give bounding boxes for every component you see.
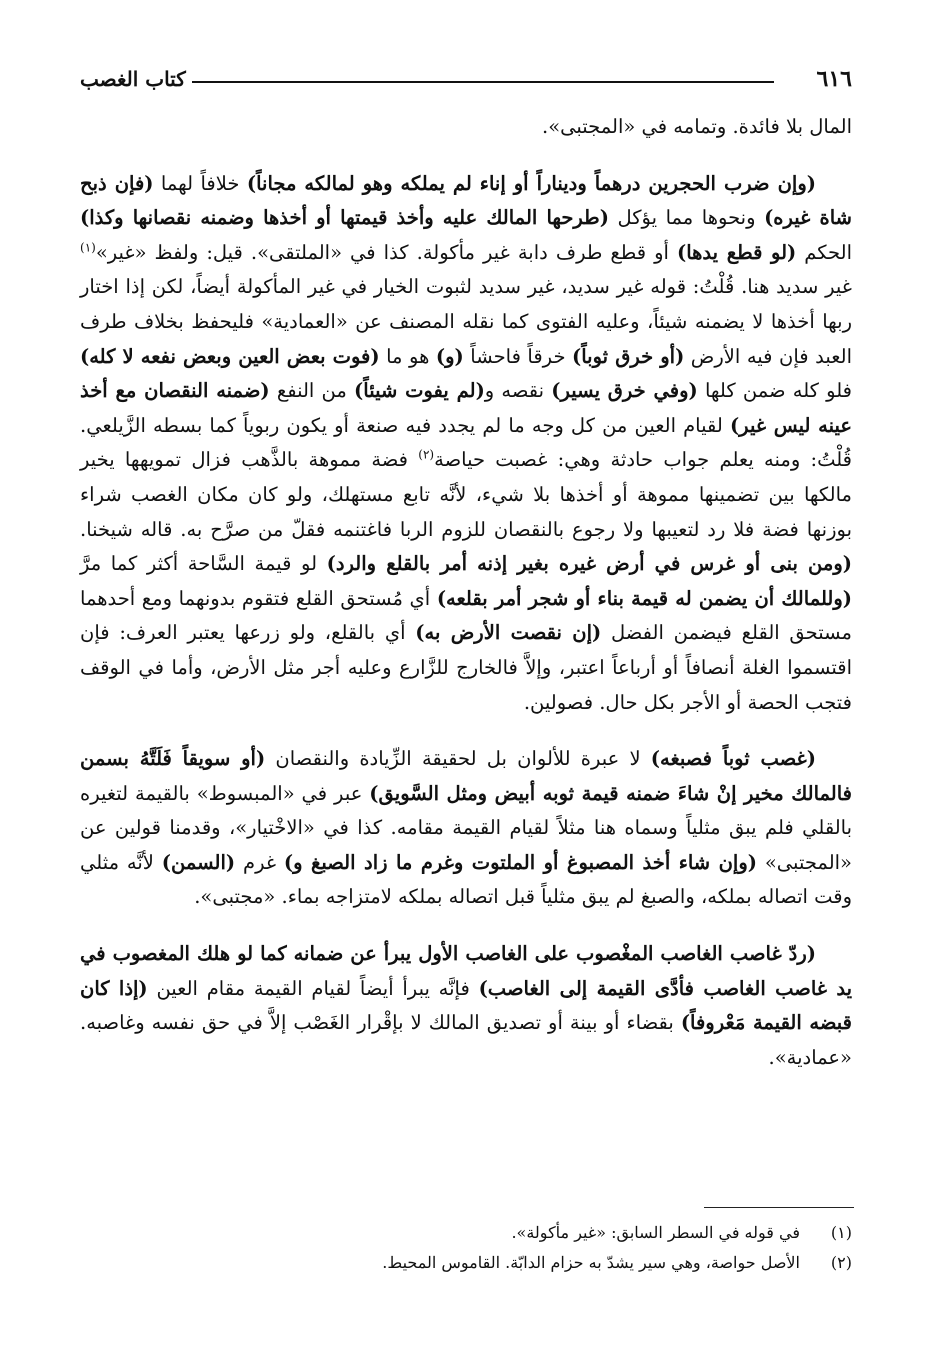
matn-text: (وللمالك أن يضمن له قيمة بناء أو شجر أمر بقلعه) bbox=[436, 586, 853, 610]
sharh-text: نقصه و bbox=[484, 379, 552, 403]
matn-text: (وفي خرق يسير) bbox=[551, 379, 698, 403]
text-run: المال بلا فائدة. وتمامه في «المجتبى». bbox=[542, 115, 852, 138]
footnote-rule bbox=[704, 1207, 854, 1208]
page-number: ٦١٦ bbox=[816, 66, 852, 92]
sharh-text: لو قيمة السَّاحة أكثر كما مرَّ bbox=[80, 552, 327, 576]
page-header bbox=[80, 64, 852, 98]
sharh-text: من النفع bbox=[269, 379, 355, 403]
matn-text: (فوت بعض العين وبعض نفعه لا كله) bbox=[80, 344, 380, 368]
paragraph-continuation bbox=[80, 110, 852, 145]
paragraph-gap bbox=[80, 915, 852, 937]
paragraph-gap bbox=[80, 720, 852, 742]
sharh-text: بقضاء أو بينة أو تصديق المالك لا بإقْرار الغَصْب إلاَّ في حق نفسه وغاصبه. «عمادية». bbox=[80, 1011, 852, 1069]
footnote-text: في قوله في السطر السابق: «غير مأكولة». bbox=[511, 1223, 800, 1242]
main-text bbox=[80, 110, 852, 1075]
sharh-text: خلافاً لهما bbox=[153, 171, 247, 195]
matn-text: (إذا كان قبضه القيمة مَعْروفاً) bbox=[80, 976, 852, 1035]
matn-text: (لو قطع يدها) bbox=[676, 240, 797, 264]
footnote-number: (٢) bbox=[830, 1253, 852, 1272]
sharh-text: لقيام العين من كل وجه ما لم يجدد فيه صنعة أو يكون ربوياً كما بسطه الزَّيلعي. قُلْتُ: ومنه يعلم جواب حادثة وهي: غصبت حياصة bbox=[80, 413, 853, 472]
paragraph-dyed-cloth bbox=[80, 742, 852, 915]
matn-text: (فإن ذبح شاة غيره) bbox=[80, 171, 852, 230]
footnote-1 bbox=[80, 1218, 852, 1248]
footnote-2 bbox=[80, 1248, 852, 1278]
sharh-text: لأنَّه مثلي وقت اتصاله بملكه، والصبغ لم يبق مثلياً قبل اتصاله بملكه لامتزاجه بماء. «مجتبى». bbox=[80, 850, 852, 909]
sharh-text: فلو كله ضمن كلها bbox=[697, 379, 852, 403]
sharh-text: عبر في «المبسوط» بالقيمة لتغيره بالقلي فلم يبق مثلياً وسماه هنا مثلاً لقيام القيمة مقامه. كذا في «الاخْتيار»، وقدمنا قولين عن «المجتبى» bbox=[80, 781, 852, 874]
matn-text: (غصب ثوباً فصبغه) bbox=[650, 747, 816, 771]
matn-text: (ردّ غاصب الغاصب المغْصوب على الغاصب الأول يبرأ عن ضمانه كما لو هلك المغصوب في يد غاصب الغاصب فأدَّى القيمة إلى الغاصب) bbox=[80, 942, 852, 1000]
footnote-number: (١) bbox=[830, 1223, 852, 1242]
matn-text: (أو خرق ثوباً) bbox=[572, 344, 685, 368]
footnotes bbox=[80, 1218, 852, 1278]
matn-text: (ضمنه النقصان مع أخذ عينه ليس غير) bbox=[80, 379, 852, 437]
matn-text: (أو سويقاً فَلَتَّهُ بسمن فالمالك مخير إنْ شاءَ ضمنه قيمة ثوبه أبيض ومثل السَّويق) bbox=[80, 747, 853, 805]
footnote-ref: (٢) bbox=[418, 447, 435, 462]
matn-text: (السمن) bbox=[161, 850, 236, 874]
sharh-text: أي مُستحق القلع فتقوم بدونهما ومع أحدهما مستحق القلع فيضمن الفضل bbox=[80, 586, 852, 645]
paragraph-usurper-return bbox=[80, 937, 852, 1075]
sharh-text: أو قطع طرف دابة غير مأكولة. كذا في «الملتقى». قيل: ولفظ «غير» bbox=[95, 240, 677, 264]
paragraph-stone-coins bbox=[80, 167, 852, 721]
matn-text: (و) bbox=[435, 344, 464, 368]
footnote-ref: (١) bbox=[80, 240, 96, 255]
sharh-text: خرقاً فاحشاً bbox=[463, 344, 572, 368]
book-title: كتاب الغصب bbox=[80, 67, 186, 91]
sharh-text: لا عبرة للألوان بل لحقيقة الزِّيادة والنقصان bbox=[265, 747, 651, 771]
header-rule bbox=[192, 81, 774, 83]
sharh-text: أي بالقلع، ولو زرعها يعتبر العرف: فإن اقتسموا الغلة أنصافاً أو أرباعاً اعتبر، وإلاَّ فالخارج للزَّارع وعليه أجر مثل الأرض، وأما في الوقف فتجب الحصة أو الأجر بكل حال. فصولين. bbox=[80, 621, 852, 714]
sharh-text: فإنَّه يبرأ أيضاً لقيام القيمة مقام العين bbox=[147, 976, 479, 1000]
sharh-text: الحكم bbox=[796, 240, 852, 264]
matn-text: (ومن بنى أو غرس في أرض غيره بغير إذنه أمر بالقلع والرد) bbox=[326, 552, 852, 576]
footnote-text: الأصل حواصة، وهي سير يشدّ به حزام الدابّة. القاموس المحيط. bbox=[382, 1253, 800, 1272]
sharh-text: غرم bbox=[235, 850, 284, 874]
matn-text: (وإن ضرب الحجرين درهماً وديناراً أو إناء لم يملكه وهو لمالكه مجاناً) bbox=[246, 171, 816, 195]
paragraph-gap bbox=[80, 145, 852, 167]
matn-text: (إن نقصت الأرض به) bbox=[415, 621, 602, 645]
matn-text: (لم يفوت شيئاً) bbox=[354, 379, 485, 403]
matn-text: (طرحها المالك عليه وأخذ قيمتها أو أخذها وضمنه نقصانها وكذا) bbox=[80, 206, 609, 230]
sharh-text: هو ما bbox=[379, 344, 436, 368]
sharh-text: ونحوها مما يؤكل bbox=[608, 206, 765, 230]
sharh-text: فضة مموهة بالذَّهب فزال تمويهها يخير مالكها بين تضمينها مموهة أو أخذها بلا شيء، لأنَّه تابع مستهلك، ولو كان مكان الغصب شراء بوزنها فضة فلا رد لتعيبها ولا رجوع بالنقصان للزوم الربا فاغتنمه فقلّ من صرَّح به. قاله شيخنا. bbox=[80, 448, 852, 541]
sharh-text: غير سديد هنا. قُلْتُ: قوله غير سديد، غير سديد لثبوت الخيار في غير المأكولة أيضاً، لكن إذا اختار ربها أخذها لا يضمنه شيئاً، وعليه الفتوى كما نقله المصنف عن «العمادية» فليحفظ بخلاف طرف العبد فإن فيه الأرض bbox=[80, 275, 852, 368]
matn-text: (وإن شاء أخذ المصبوغ أو الملتوت وغرم ما زاد الصبغ و) bbox=[283, 850, 757, 874]
